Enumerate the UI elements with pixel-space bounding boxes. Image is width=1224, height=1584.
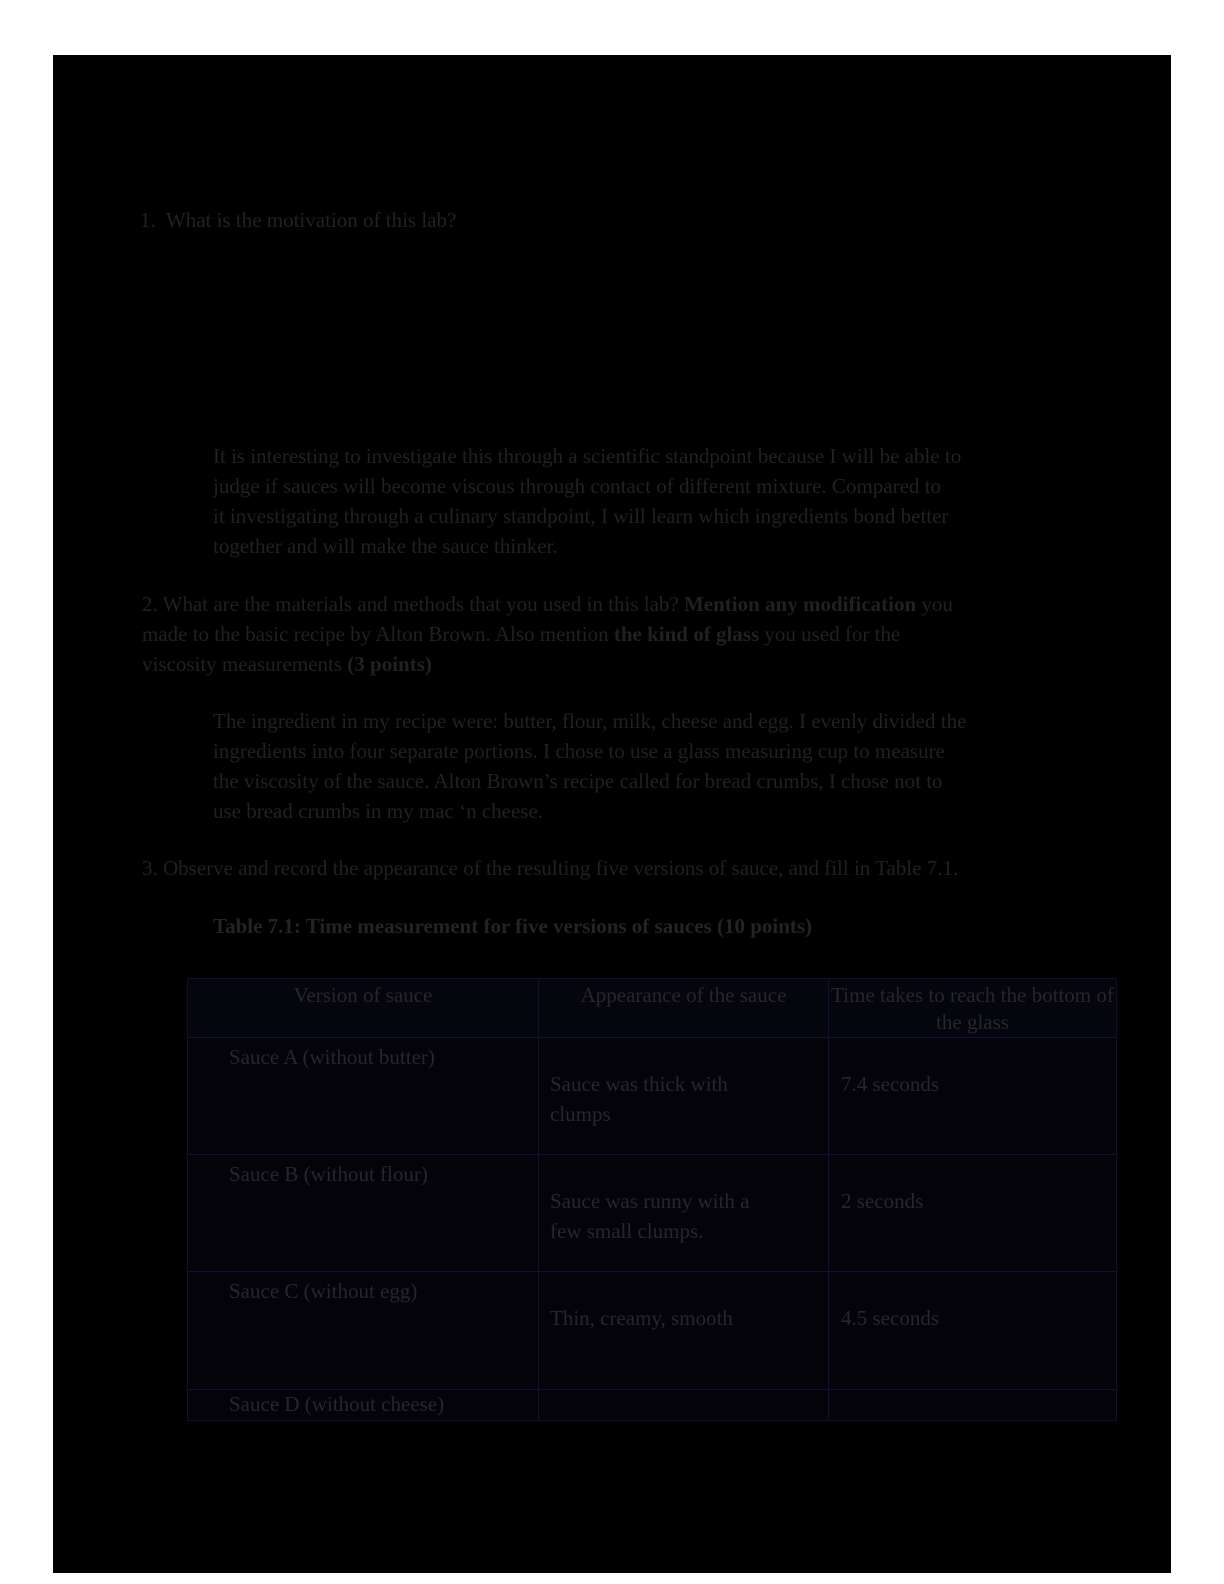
cell-appearance-line-1: Thin, creamy, smooth: [550, 1306, 733, 1330]
question-3: 3. Observe and record the appearance of the resulting five versions of sauce, and fill in Table 7.1.: [142, 856, 959, 880]
question-2-bold-points: (3 points): [347, 652, 432, 676]
question-2-bold-modification: Mention any modification: [683, 592, 917, 616]
cell-appearance-line-2: few small clumps.: [550, 1219, 704, 1243]
question-2-text: 2. What are the materials and methods that you used in this lab?: [142, 592, 684, 616]
header-appearance: Appearance of the sauce: [539, 979, 829, 1037]
question-2-bold-glass: the kind of glass: [613, 622, 760, 646]
answer-2-line-2: ingredients into four separate portions. I chose to use a glass measuring cup to measure: [213, 739, 945, 763]
cell-version: Sauce A (without butter): [188, 1038, 539, 1154]
cell-version: Sauce C (without egg): [188, 1272, 539, 1389]
cell-appearance-line-1: Sauce was runny with a: [550, 1189, 750, 1213]
cell-appearance: [539, 1390, 829, 1420]
table-row-sauce-d: [188, 1390, 1117, 1421]
question-2-line-2: [142, 619, 953, 649]
answer-1-line-1: It is interesting to investigate this through a scientific standpoint because I will be able to: [213, 444, 962, 468]
answer-2: [213, 706, 966, 826]
cell-time: 7.4 seconds: [829, 1038, 1117, 1154]
cell-time: 4.5 seconds: [829, 1272, 1117, 1389]
cell-version: Sauce B (without flour): [188, 1155, 539, 1271]
table-row-sauce-b: [188, 1155, 1117, 1272]
answer-2-line-4: use bread crumbs in my mac ‘n cheese.: [213, 799, 544, 823]
answer-1-line-3: it investigating through a culinary standpoint, I will learn which ingredients bond better: [213, 504, 949, 528]
table-title: Table 7.1: Time measurement for five versions of sauces (10 points): [213, 914, 813, 938]
cell-time: [829, 1390, 1117, 1420]
header-version-of-sauce: Version of sauce: [188, 979, 539, 1037]
table-header-row: [188, 979, 1117, 1038]
answer-1-line-2: judge if sauces will become viscous through contact of different mixture. Compared to: [213, 474, 941, 498]
question-2-line-3: [142, 649, 953, 679]
cell-appearance-line-2: clumps: [550, 1102, 611, 1126]
question-2: [142, 589, 953, 679]
answer-2-line-1: The ingredient in my recipe were: butter, flour, milk, cheese and egg. I evenly divided the: [213, 709, 967, 733]
question-1: 1. What is the motivation of this lab?: [140, 208, 457, 232]
cell-appearance: [539, 1272, 829, 1389]
header-time: Time takes to reach the bottom of the glass: [829, 979, 1117, 1037]
question-2-line-1: [142, 589, 953, 619]
question-2-text: made to the basic recipe by Alton Brown. Also mention: [142, 622, 614, 646]
question-2-text: you: [916, 592, 953, 616]
table-row-sauce-c: [188, 1272, 1117, 1390]
cell-appearance: [539, 1038, 829, 1154]
question-2-text: viscosity measurements: [142, 652, 348, 676]
question-2-text: you used for the: [759, 622, 901, 646]
table-row-sauce-a: [188, 1038, 1117, 1155]
cell-version: Sauce D (without cheese): [188, 1390, 539, 1420]
cell-time: 2 seconds: [829, 1155, 1117, 1271]
document-page: [53, 55, 1171, 1573]
cell-appearance: [539, 1155, 829, 1271]
answer-1: [213, 441, 961, 561]
sauce-measurement-table: [187, 978, 1117, 1421]
cell-appearance-line-1: Sauce was thick with: [550, 1072, 728, 1096]
answer-2-line-3: the viscosity of the sauce. Alton Brown’s recipe called for bread crumbs, I chose not to: [213, 769, 943, 793]
answer-1-line-4: together and will make the sauce thinker.: [213, 534, 558, 558]
